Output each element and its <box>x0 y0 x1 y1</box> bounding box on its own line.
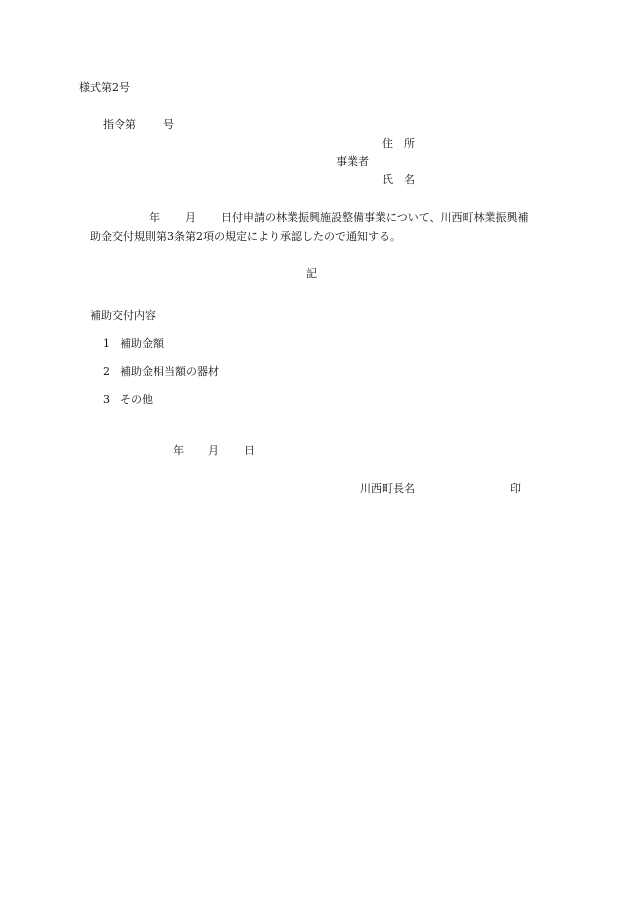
body-year: 年 <box>149 211 160 224</box>
item-number: 1 <box>103 337 110 350</box>
ki-heading: 記 <box>306 267 317 280</box>
body-month: 月 <box>185 211 196 224</box>
item-label: その他 <box>120 393 153 406</box>
directive-prefix: 指令第 <box>103 118 136 131</box>
item-label: 補助金相当額の器材 <box>120 365 219 378</box>
section-title: 補助交付内容 <box>90 309 156 322</box>
business-label: 事業者 <box>336 155 369 168</box>
address-label: 住 所 <box>382 137 415 150</box>
date-month: 月 <box>208 444 219 457</box>
item-number: 2 <box>103 365 110 378</box>
form-number: 様式第2号 <box>79 81 130 94</box>
date-year: 年 <box>173 444 184 457</box>
body-line2: 助金交付規則第3条第2項の規定により承認したので通知する。 <box>90 230 401 243</box>
body-line1: 日付申請の林業振興施設整備事業について、川西町林業振興補 <box>221 211 529 224</box>
seal-mark: 印 <box>510 482 521 495</box>
item-number: 3 <box>103 393 110 406</box>
date-day: 日 <box>244 444 255 457</box>
item-label: 補助金額 <box>120 337 164 350</box>
mayor-name: 川西町長名 <box>360 482 415 495</box>
name-label: 氏 名 <box>382 173 415 186</box>
directive-suffix: 号 <box>163 118 174 131</box>
